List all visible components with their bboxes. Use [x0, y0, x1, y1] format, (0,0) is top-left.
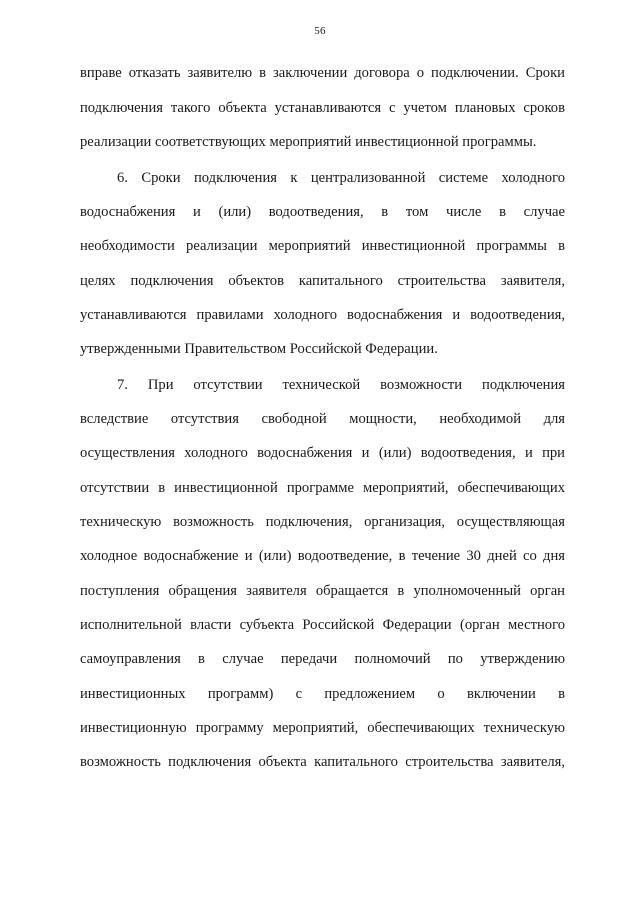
text-line: утвержденными Правительством Российской Федерации. — [80, 341, 438, 357]
text-line: самоуправления в случае передачи полномочий по утверждению — [80, 651, 565, 667]
text-line: исполнительной власти субъекта Российской Федерации (орган местного — [80, 617, 565, 633]
text-line: целях подключения объектов капитального строительства заявителя, — [80, 273, 565, 289]
text-line: подключения такого объекта устанавливаются с учетом плановых сроков — [80, 100, 565, 116]
text-line: реализации соответствующих мероприятий инвестиционной программы. — [80, 134, 537, 150]
text-line: техническую возможность подключения, организация, осуществляющая — [80, 514, 565, 530]
page-number: 56 — [314, 25, 326, 37]
text-line: необходимости реализации мероприятий инвестиционной программы в — [80, 238, 565, 254]
text-line: поступления обращения заявителя обращается в уполномоченный орган — [80, 583, 565, 599]
text-line: холодное водоснабжение и (или) водоотведение, в течение 30 дней со дня — [80, 548, 565, 564]
text-line: водоснабжения и (или) водоотведения, в том числе в случае — [80, 204, 565, 220]
text-line: 6. Сроки подключения к централизованной системе холодного — [117, 170, 565, 186]
text-line: устанавливаются правилами холодного водоснабжения и водоотведения, — [80, 307, 565, 323]
text-line: возможность подключения объекта капитального строительства заявителя, — [80, 754, 565, 770]
text-line: 7. При отсутствии технической возможности подключения — [117, 377, 565, 393]
text-line: вправе отказать заявителю в заключении договора о подключении. Сроки — [80, 65, 565, 81]
text-line: вследствие отсутствия свободной мощности, необходимой для — [80, 411, 565, 427]
text-line: отсутствии в инвестиционной программе мероприятий, обеспечивающих — [80, 480, 565, 496]
text-line: инвестиционную программу мероприятий, обеспечивающих техническую — [80, 720, 565, 736]
text-line: осуществления холодного водоснабжения и (или) водоотведения, и при — [80, 445, 565, 461]
text-line: инвестиционных программ) с предложением о включении в — [80, 686, 565, 702]
